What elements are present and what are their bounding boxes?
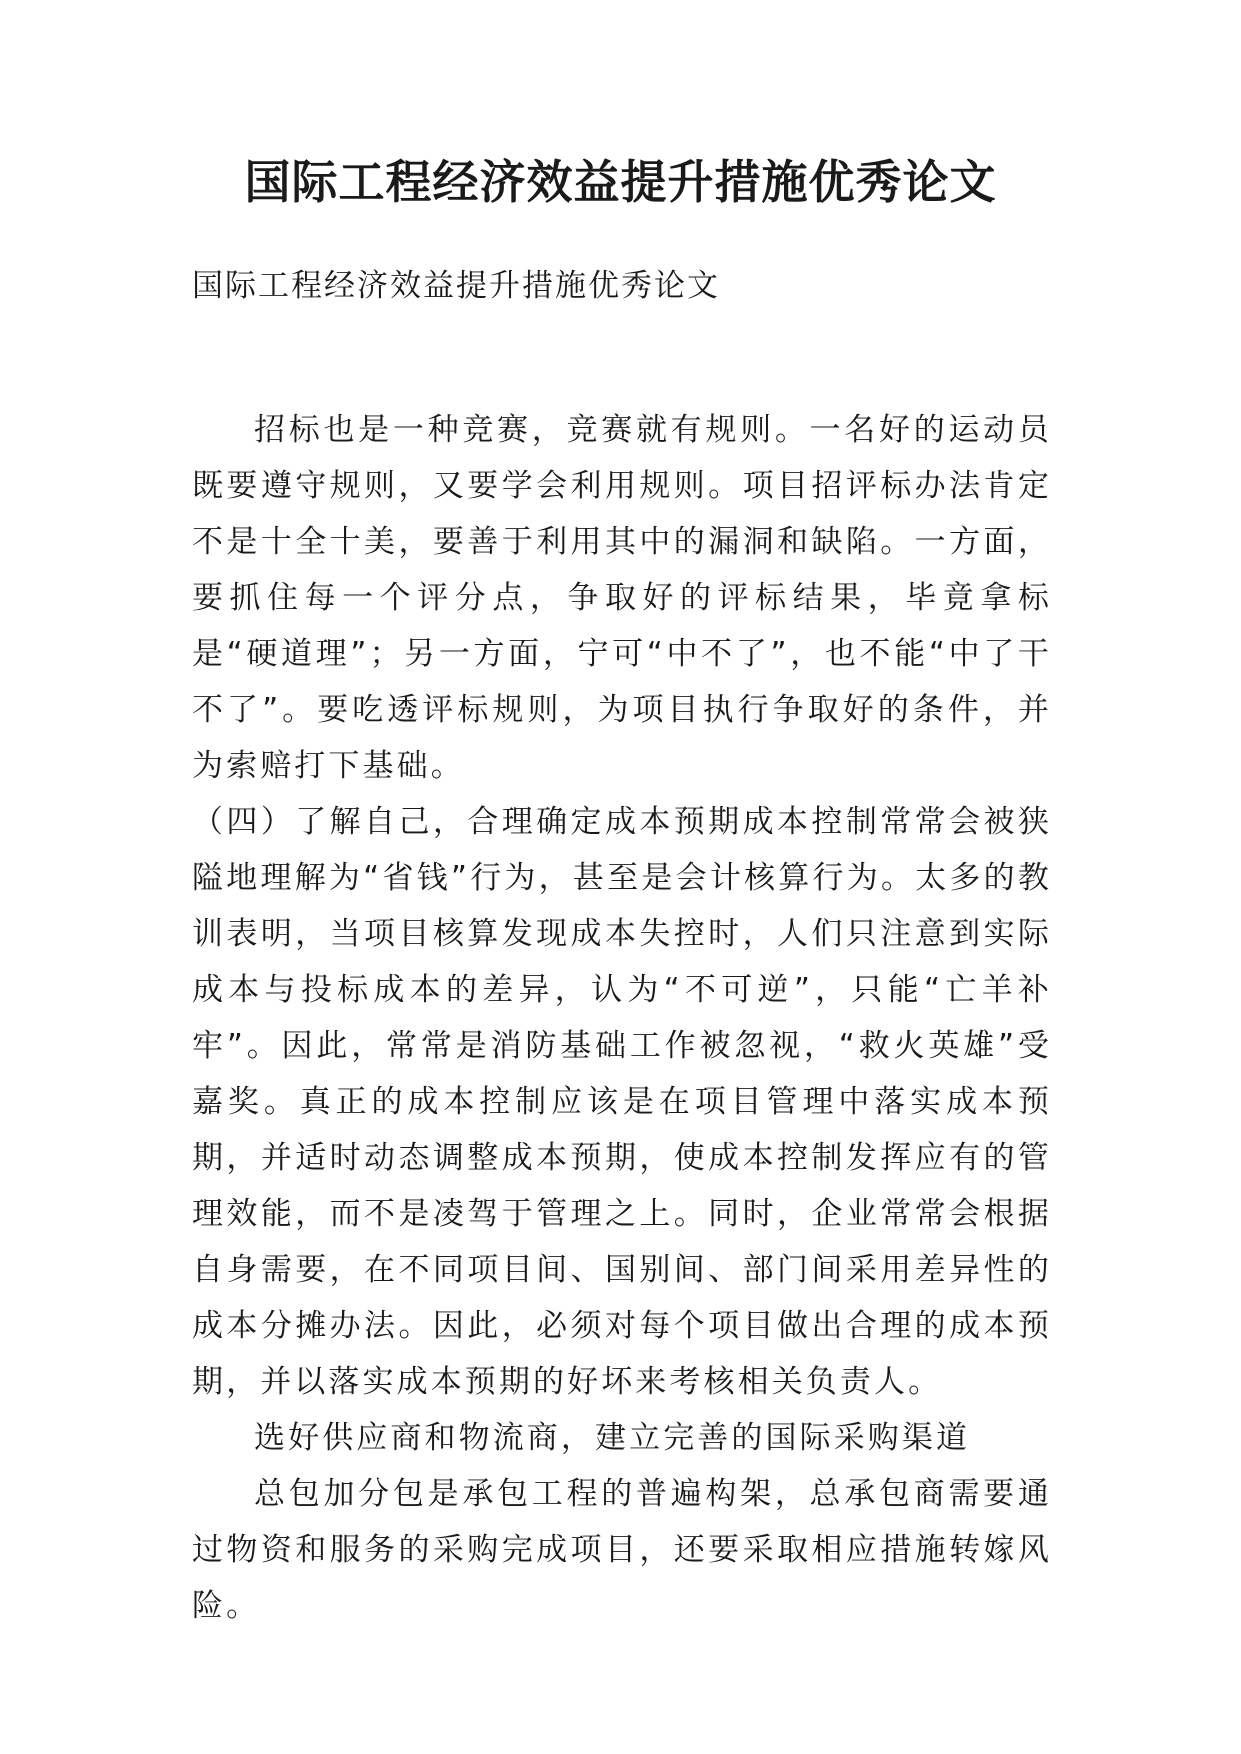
document-body xyxy=(192,402,1052,1634)
body-paragraph: 总包加分包是承包工程的普遍构架，总承包商需要通过物资和服务的采购完成项目，还要采取相应措施转嫁风险。 xyxy=(192,1476,1052,1624)
body-paragraph: （四）了解自己，合理确定成本预期成本控制常常会被狭隘地理解为“省钱”行为，甚至是会计核算行为。太多的教训表明，当项目核算发现成本失控时，人们只注意到实际成本与投标成本的差异，认为“不可逆”，只能“亡羊补牢”。因此，常常是消防基础工作被忽视，“救火英雄”受嘉奖。真正的成本控制应该是在项目管理中落实成本预期，并适时动态调整成本预期，使成本控制发挥应有的管理效能，而不是凌驾于管理之上。同时，企业常常会根据自身需要，在不同项目间、国别间、部门间采用差异性的成本分摊办法。因此，必须对每个项目做出合理的成本预期，并以落实成本预期的好坏来考核相关负责人。 xyxy=(192,804,1052,1400)
document-subtitle: 国际工程经济效益提升措施优秀论文 xyxy=(192,268,720,304)
document-title: 国际工程经济效益提升措施优秀论文 xyxy=(244,155,997,209)
body-paragraph: 招标也是一种竞赛，竞赛就有规则。一名好的运动员既要遵守规则，又要学会利用规则。项目招评标办法肯定不是十全十美，要善于利用其中的漏洞和缺陷。一方面，要抓住每一个评分点，争取好的评标结果，毕竟拿标是“硬道理”；另一方面，宁可“中不了”，也不能“中了干不了”。要吃透评标规则，为项目执行争取好的条件，并为索赔打下基础。 xyxy=(192,412,1052,784)
section-heading: 选好供应商和物流商，建立完善的国际采购渠道 xyxy=(254,1420,971,1456)
